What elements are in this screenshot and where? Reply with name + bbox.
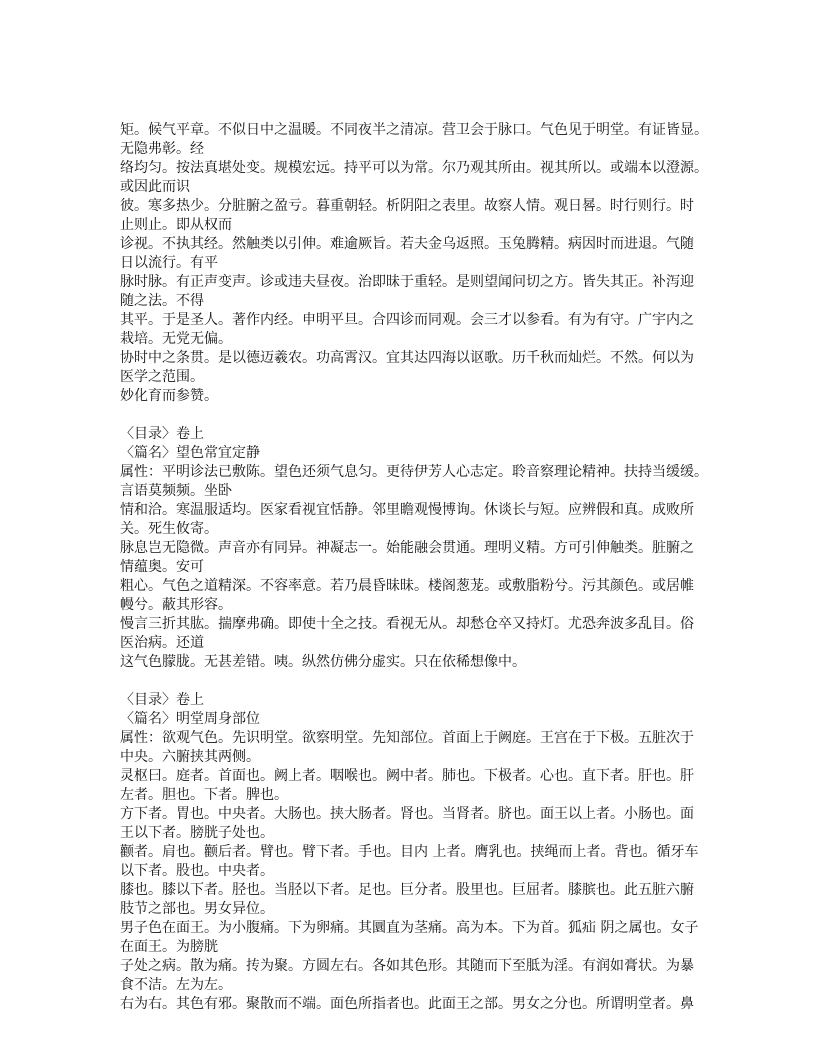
text-line: 医治病。还道 <box>120 635 204 651</box>
text-line: 肢节之部也。男女异位。 <box>120 901 274 917</box>
text-line: 情和洽。寒温服适均。医家看视宜恬静。邻里瞻观慢博询。休谈长与短。应辨假和真。成败所 <box>120 502 694 518</box>
text-line: 膝也。膝以下者。胫也。当胫以下者。足也。巨分者。股里也。巨屈者。膝膑也。此五脏六腑 <box>120 882 694 898</box>
text-line: 络均匀。按法真堪处变。规模宏远。持平可以为常。尔乃观其所由。视其所以。或端本以澄源。 <box>120 160 708 176</box>
text-line: 医学之范围。 <box>120 369 204 385</box>
text-line: 灵枢曰。庭者。首面也。阙上者。咽喉也。阙中者。肺也。下极者。心也。直下者。肝也。肝 <box>120 768 694 784</box>
text-line: 子处之病。散为痛。抟为聚。方圆左右。各如其色形。其随而下至胝为淫。有润如膏状。为暴 <box>120 958 694 974</box>
text-line: 这气色朦胧。无甚差错。咦。纵然仿佛分虚实。只在依稀想像中。 <box>120 654 526 670</box>
catalog-heading: 〈目录〉卷上 <box>120 692 204 708</box>
catalog-heading: 〈目录〉卷上 <box>120 426 204 442</box>
text-line: 关。死生攸寄。 <box>120 521 218 537</box>
text-line: 随之法。不得 <box>120 293 204 309</box>
text-line: 脉息岂无隐微。声音亦有同异。神凝志一。始能融会贯通。理明义精。方可引伸触类。脏腑之 <box>120 540 694 556</box>
chapter-title: 〈篇名〉明堂周身部位 <box>120 711 260 727</box>
text-line: 矩。候气平章。不似日中之温暖。不同夜半之清凉。营卫会于脉口。气色见于明堂。有证皆显。 <box>120 122 708 138</box>
text-line: 中央。六腑挟其两侧。 <box>120 749 260 765</box>
chapter-title: 〈篇名〉望色常宜定静 <box>120 445 260 461</box>
text-line: 止则止。即从权而 <box>120 217 232 233</box>
section-mingtang <box>120 691 704 1014</box>
text-line: 粗心。气色之道精深。不容率意。若乃晨昏昧昧。楼阁葱茏。或敷脂粉兮。污其颜色。或居帷 <box>120 578 694 594</box>
text-line: 脉时脉。有正声变声。诊或违夫昼夜。治即昧于重轻。是则望闻问切之方。皆失其正。补泻迎 <box>120 274 694 290</box>
text-line: 言语莫频频。坐卧 <box>120 483 232 499</box>
text-line: 协时中之条贯。是以德迈羲农。功高霄汉。宜其达四海以讴歌。历千秋而灿烂。不然。何以为 <box>120 350 694 366</box>
text-line: 慢言三折其肱。揣摩弗确。即使十全之技。看视无从。却愁仓卒又持灯。尤恐奔波多乱目。俗 <box>120 616 694 632</box>
text-line: 彼。寒多热少。分脏腑之盈亏。暮重朝轻。析阴阳之表里。故察人情。观日晷。时行则行。时 <box>120 198 694 214</box>
text-line: 日以流行。有平 <box>120 255 218 271</box>
text-line: 诊视。不执其经。然触类以引伸。难逾厥旨。若夫金乌返照。玉兔腾精。病因时而进退。气随 <box>120 236 694 252</box>
text-line: 颧者。肩也。颧后者。臂也。臂下者。手也。目内 上者。膺乳也。挟绳而上者。背也。循牙车 <box>120 844 699 860</box>
text-line: 栽培。无党无偏。 <box>120 331 232 347</box>
text-line: 或因此而识 <box>120 179 190 195</box>
text-line: 方下者。胃也。中央者。大肠也。挟大肠者。肾也。当肾者。脐也。面王以上者。小肠也。面 <box>120 806 694 822</box>
text-line: 属性：平明诊法已敷陈。望色还须气息匀。更待伊芳人心志定。聆音察理论精神。扶持当缓缓。 <box>120 464 708 480</box>
text-line: 无隐弗彰。经 <box>120 141 204 157</box>
text-line: 妙化育而参赞。 <box>120 388 218 404</box>
text-line: 幔兮。蔽其形容。 <box>120 597 232 613</box>
text-line: 食不洁。左为左。 <box>120 977 232 993</box>
text-line: 以下者。股也。中央者。 <box>120 863 274 879</box>
text-line: 右为右。其色有邪。聚散而不端。面色所指者也。此面王之部。男女之分也。所谓明堂者。鼻 <box>120 996 694 1012</box>
text-line: 情蕴奥。安可 <box>120 559 204 575</box>
section-wangse <box>120 425 708 672</box>
text-line: 男子色在面王。为小腹痛。下为卵痛。其圜直为茎痛。高为本。下为首。狐疝 阴之属也。女子 <box>120 920 699 936</box>
paragraph-spacer <box>120 406 704 425</box>
paragraph-spacer <box>120 672 704 691</box>
text-line: 王以下者。膀胱子处也。 <box>120 825 274 841</box>
text-line: 属性：欲观气色。先识明堂。欲察明堂。先知部位。首面上于阙庭。王宫在于下极。五脏次于 <box>120 730 694 746</box>
document-page <box>120 121 708 1014</box>
intro-section <box>120 121 708 406</box>
text-line: 在面王。为膀胱 <box>120 939 218 955</box>
text-line: 其平。于是圣人。著作内经。申明平旦。合四诊而同观。会三才以参看。有为有守。广宇内之 <box>120 312 694 328</box>
text-line: 左者。胆也。下者。脾也。 <box>120 787 288 803</box>
